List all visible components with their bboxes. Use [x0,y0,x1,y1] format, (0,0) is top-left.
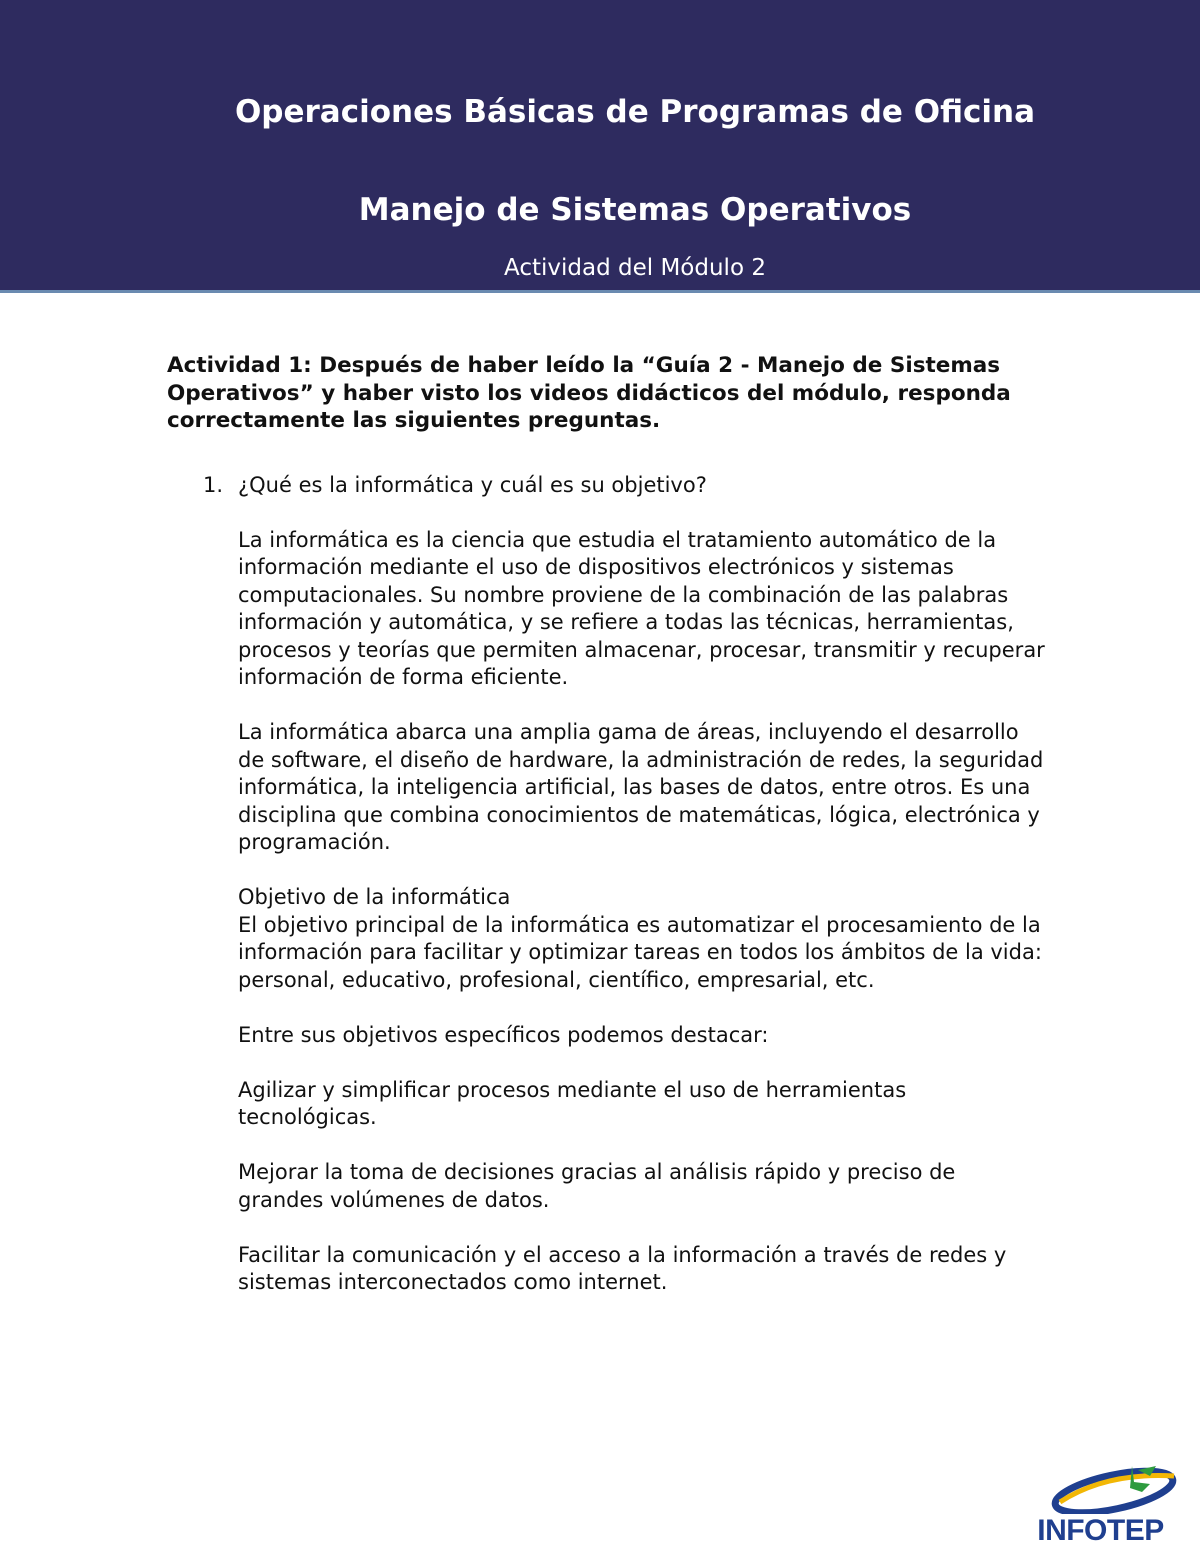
question-text: ¿Qué es la informática y cuál es su objetivo? [238,472,707,497]
specific-objective-2: Mejorar la toma de decisiones gracias al análisis rápido y preciso de grandes volúmenes de datos. [238,1160,956,1212]
answer-paragraph-definition: La informática es la ciencia que estudia el tratamiento automático de la información mediante el uso de dispositivos electrónicos y sistemas computacionales. Su nombre proviene de la combinación de las palabras información y automática, y se refiere a todas las técnicas, herramientas, procesos y teorías que permiten almacenar, procesar, transmitir y recuperar información de forma eficiente. [238,527,1045,689]
document-body [167,352,1047,1297]
specific-objective-1: Agilizar y simplificar procesos mediante el uso de herramientas tecnológicas. [238,1077,907,1129]
activity-instructions: Actividad 1: Después de haber leído la “Guía 2 - Manejo de Sistemas Operativos” y haber visto los videos didácticos del módulo, responda correctamente las siguientes preguntas. [167,353,1011,433]
document-subtitle: Manejo de Sistemas Operativos [358,192,912,228]
question-number: 1. [203,472,224,497]
objective-heading: Objetivo de la informática [238,885,511,909]
infotep-logo-text: INFOTEP [1037,1514,1164,1547]
infotep-logo [1018,1462,1183,1548]
document-header [0,0,1200,293]
infotep-globe-icon [1046,1462,1182,1514]
document-title: Operaciones Básicas de Programas de Oficina [234,94,1036,130]
question-item [167,472,1047,1297]
specific-objective-3: Facilitar la comunicación y el acceso a la información a través de redes y sistemas interconectados como internet. [238,1242,1007,1294]
answer-paragraph-areas: La informática abarca una amplia gama de áreas, incluyendo el desarrollo de software, el diseño de hardware, la administración de redes, la seguridad informática, la inteligencia artificial, las bases de datos, entre otros. Es una disciplina que combina conocimientos de matemáticas, lógica, electrónica y programación. [238,720,1044,854]
answer [238,527,1047,1297]
activity-label: Actividad del Módulo 2 [504,255,766,281]
objective-text: El objetivo principal de la informática es automatizar el procesamiento de la información para facilitar y optimizar tareas en todos los ámbitos de la vida: personal, educativo, profesional, científico, empresarial, etc. [238,912,1042,992]
question-list [167,472,1047,1297]
specific-objectives-intro: Entre sus objetivos específicos podemos destacar: [238,1022,769,1047]
